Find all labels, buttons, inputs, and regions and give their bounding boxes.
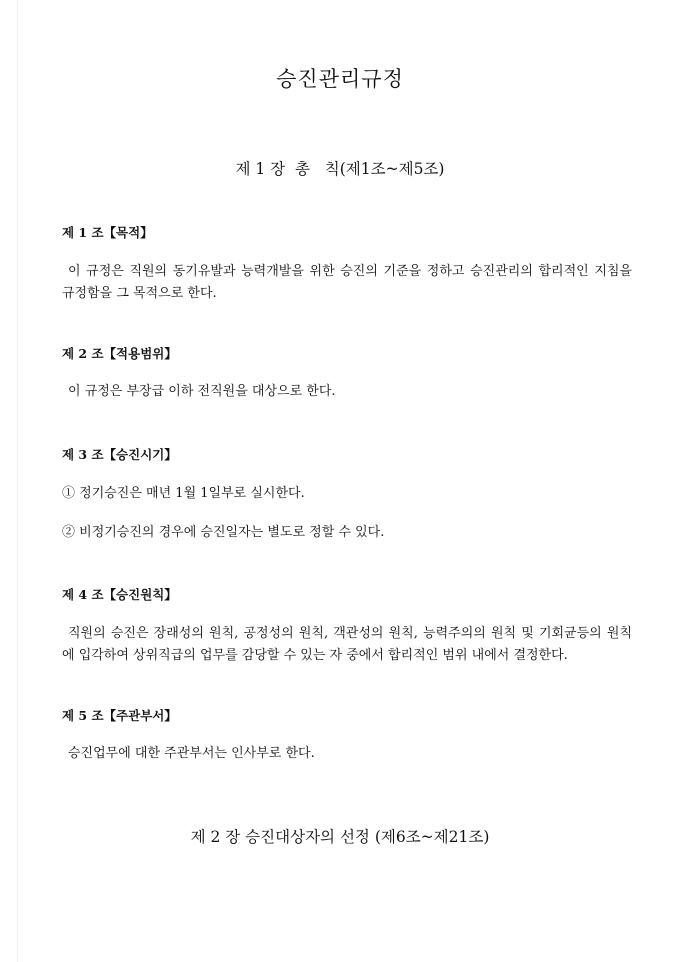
article-1-paragraph: 이 규정은 직원의 동기유발과 능력개발을 위한 승진의 기준을 정하고 승진관리의 합리적인 지침을 규정함을 그 목적으로 한다. <box>62 264 637 301</box>
article-5-paragraph: 승진업무에 대한 주관부서는 인사부로 한다. <box>68 746 315 761</box>
page-edge-line <box>17 0 18 962</box>
article-heading-5: 제 5 조【주관부서】 <box>62 708 177 723</box>
article-heading-3: 제 3 조【승진시기】 <box>62 447 177 462</box>
article-3-item-2: ② 비정기승진의 경우에 승진일자는 별도로 정할 수 있다. <box>62 525 385 540</box>
chapter-heading-1: 제 1 장 총 칙(제1조~제5조) <box>235 160 445 178</box>
article-2-paragraph: 이 규정은 부장급 이하 전직원을 대상으로 한다. <box>68 384 336 399</box>
article-3-item-1: ① 정기승진은 매년 1월 1일부로 실시한다. <box>62 486 305 501</box>
article-heading-1: 제 1 조【목적】 <box>62 225 153 240</box>
article-heading-2: 제 2 조【적용범위】 <box>62 346 177 361</box>
article-4-paragraph: 직원의 승진은 장래성의 원칙, 공정성의 원칙, 객관성의 원칙, 능력주의의 원칙 및 기회균등의 원칙에 입각하여 상위직급의 업무를 감당할 수 있는 자 중에서 합리적인 범위 내에서 결정한다. <box>62 626 632 663</box>
article-heading-4: 제 4 조【승진원칙】 <box>62 587 177 602</box>
document-title: 승진관리규정 <box>276 67 404 91</box>
chapter-heading-2: 제 2 장 승진대상자의 선정 (제6조~제21조) <box>190 828 490 846</box>
